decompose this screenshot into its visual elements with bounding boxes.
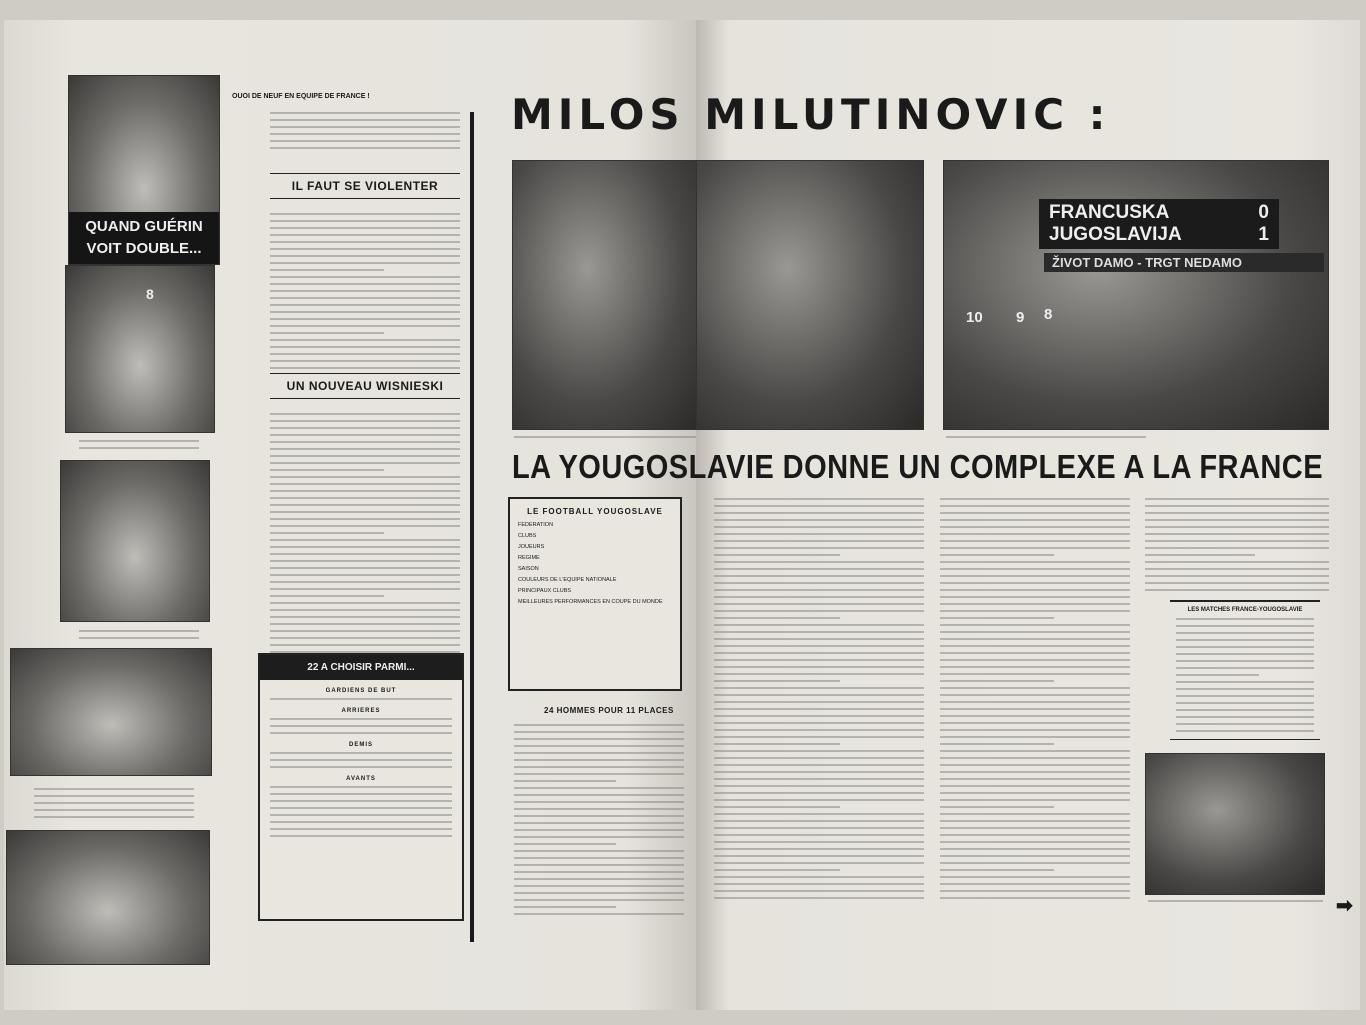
text-line — [270, 574, 460, 576]
continue-arrow-icon[interactable]: ➡ — [1336, 895, 1353, 917]
text-line — [940, 610, 1130, 612]
text-line — [514, 822, 684, 824]
text-line — [514, 808, 684, 810]
text-line — [514, 892, 684, 894]
text-line — [270, 567, 460, 569]
text-line — [714, 575, 924, 577]
text-line — [940, 694, 1130, 696]
text-line — [940, 708, 1130, 710]
text-line — [714, 659, 924, 661]
text-line — [714, 820, 924, 822]
text-line — [270, 644, 460, 646]
text-line — [940, 848, 1130, 850]
text-line — [940, 561, 1130, 563]
text-line — [940, 855, 1130, 857]
text-line — [270, 532, 384, 534]
text-line — [940, 568, 1130, 570]
text-line — [514, 738, 684, 740]
text-line — [1176, 618, 1314, 620]
text-line — [514, 850, 684, 852]
info-label: JOUEURS — [518, 544, 545, 550]
team-photo — [6, 830, 210, 965]
text-line — [270, 434, 460, 436]
text-line — [714, 554, 840, 556]
text-line — [270, 367, 460, 369]
text-line — [940, 526, 1130, 528]
group-heading: AVANTS — [346, 776, 376, 782]
text-line — [270, 420, 460, 422]
info-box — [508, 497, 682, 691]
text-line — [714, 806, 840, 808]
text-line — [514, 913, 684, 915]
text-line — [514, 724, 684, 726]
text-line — [714, 799, 924, 801]
info-label: CLUBS — [518, 533, 537, 539]
text-line — [940, 729, 1130, 731]
text-line — [514, 906, 616, 908]
text-line — [940, 841, 1130, 843]
article-title: MILOS MILUTINOVIC : — [511, 90, 1111, 139]
text-line — [270, 469, 384, 471]
text-line — [940, 687, 1130, 689]
jersey-number: 10 — [966, 309, 983, 326]
text-line — [1176, 709, 1314, 711]
text-line — [714, 638, 924, 640]
text-line — [714, 792, 924, 794]
text-line — [714, 687, 924, 689]
text-line — [714, 883, 924, 885]
text-line — [270, 325, 460, 327]
text-line — [514, 899, 684, 901]
info-box-title: LE FOOTBALL YOUGOSLAVE — [527, 507, 663, 516]
text-line — [1176, 632, 1314, 634]
scoreboard-photo — [943, 160, 1329, 430]
match-photo — [65, 265, 215, 433]
text-line — [940, 603, 1130, 605]
info-label: FEDERATION — [518, 522, 554, 528]
text-line — [1145, 519, 1329, 521]
text-line — [714, 778, 924, 780]
text-line — [714, 757, 924, 759]
box-title: 22 A CHOISIR PARMI... — [260, 655, 462, 680]
text-line — [940, 890, 1130, 892]
text-line — [270, 560, 460, 562]
players-list-box — [258, 653, 464, 921]
text-line — [940, 883, 1130, 885]
text-line — [270, 353, 460, 355]
text-line — [714, 505, 924, 507]
jersey-number: 9 — [1016, 309, 1025, 326]
text-line — [1145, 568, 1329, 570]
players-heading: 24 HOMMES POUR 11 PLACES — [544, 706, 674, 715]
text-line — [940, 827, 1130, 829]
text-line — [714, 540, 924, 542]
text-line — [1176, 695, 1314, 697]
text-line — [940, 575, 1130, 577]
text-line — [514, 885, 684, 887]
text-line — [270, 497, 460, 499]
text-line — [270, 413, 460, 415]
text-line — [940, 652, 1130, 654]
text-line — [714, 631, 924, 633]
text-line — [940, 533, 1130, 535]
group-heading: DEMIS — [348, 742, 373, 748]
text-line — [514, 766, 684, 768]
text-line — [270, 511, 460, 513]
text-line — [714, 897, 924, 899]
text-line — [514, 759, 684, 761]
text-line — [270, 441, 460, 443]
score-1: 0 — [1258, 202, 1269, 223]
jersey-number: 8 — [146, 286, 154, 302]
text-line — [714, 610, 924, 612]
text-line — [270, 476, 460, 478]
text-line — [514, 787, 684, 789]
text-line — [940, 743, 1054, 745]
text-line — [1176, 688, 1314, 690]
text-line — [270, 227, 460, 229]
text-line — [270, 255, 460, 257]
text-line — [940, 869, 1054, 871]
text-line — [714, 771, 924, 773]
photo-overlay-title: QUAND GUÉRIN VOIT DOUBLE... — [69, 212, 219, 264]
column-rule — [470, 112, 474, 942]
text-line — [514, 829, 684, 831]
text-line — [714, 848, 924, 850]
text-line — [940, 631, 1130, 633]
text-line — [1176, 646, 1314, 648]
text-line — [270, 248, 460, 250]
match-photo-right-half — [696, 160, 924, 430]
text-line — [940, 750, 1130, 752]
night-match-photo — [1145, 753, 1325, 895]
text-line — [940, 554, 1054, 556]
text-line — [270, 304, 460, 306]
text-line — [1145, 540, 1329, 542]
text-line — [940, 512, 1130, 514]
text-line — [1145, 512, 1329, 514]
text-line — [1176, 723, 1314, 725]
text-line — [270, 297, 460, 299]
text-line — [514, 836, 684, 838]
text-line — [270, 455, 460, 457]
section-heading: IL FAUT SE VIOLENTER — [270, 173, 460, 199]
training-photo — [60, 460, 210, 622]
text-line — [714, 680, 840, 682]
text-line — [940, 771, 1130, 773]
text-line — [940, 813, 1130, 815]
text-line — [940, 498, 1130, 500]
text-line — [1145, 533, 1329, 535]
text-line — [514, 773, 684, 775]
info-label: COULEURS DE L'EQUIPE NATIONALE — [518, 577, 617, 583]
text-line — [940, 897, 1130, 899]
text-line — [940, 799, 1130, 801]
text-line — [270, 318, 460, 320]
text-line — [714, 624, 924, 626]
text-line — [940, 757, 1130, 759]
text-line — [514, 780, 616, 782]
text-line — [940, 701, 1130, 703]
text-line — [270, 623, 460, 625]
text-line — [714, 855, 924, 857]
text-line — [714, 673, 924, 675]
text-line — [270, 546, 460, 548]
text-line — [270, 427, 460, 429]
text-line — [940, 659, 1130, 661]
text-line — [514, 731, 684, 733]
text-line — [940, 680, 1054, 682]
text-line — [1145, 589, 1329, 591]
text-line — [714, 722, 924, 724]
info-label: MEILLEURES PERFORMANCES EN COUPE DU MONDE — [518, 599, 663, 605]
text-line — [270, 220, 460, 222]
text-line — [714, 526, 924, 528]
text-line — [1145, 575, 1329, 577]
text-line — [514, 752, 684, 754]
text-line — [270, 616, 460, 618]
matches-table — [1170, 600, 1320, 740]
text-line — [714, 603, 924, 605]
jersey-number: 8 — [1044, 306, 1053, 323]
text-line — [270, 448, 460, 450]
text-line — [270, 504, 460, 506]
text-line — [270, 609, 460, 611]
text-line — [940, 876, 1130, 878]
text-line — [714, 743, 840, 745]
text-line — [270, 360, 460, 362]
text-line — [714, 568, 924, 570]
scoreboard-motto: ŽIVOT DAMO - TRGT NEDAMO — [1044, 253, 1324, 272]
info-label: REGIME — [518, 555, 540, 561]
text-line — [1145, 547, 1329, 549]
text-line — [270, 553, 460, 555]
text-line — [940, 673, 1130, 675]
text-line — [714, 617, 840, 619]
text-line — [1145, 526, 1329, 528]
text-line — [1145, 505, 1329, 507]
text-line — [270, 518, 460, 520]
text-line — [1176, 730, 1314, 732]
text-line — [270, 213, 460, 215]
text-line — [714, 834, 924, 836]
text-line — [714, 869, 840, 871]
text-line — [714, 841, 924, 843]
text-line — [270, 490, 460, 492]
text-line — [270, 483, 460, 485]
text-line — [270, 462, 460, 464]
text-line — [1145, 498, 1329, 500]
text-line — [514, 794, 684, 796]
text-line — [514, 878, 684, 880]
text-line — [270, 346, 460, 348]
text-line — [940, 785, 1130, 787]
team-2: JUGOSLAVIJA — [1049, 224, 1182, 245]
text-line — [270, 339, 460, 341]
text-line — [714, 876, 924, 878]
text-line — [270, 602, 460, 604]
text-line — [940, 547, 1130, 549]
info-label: SAISON — [518, 566, 539, 572]
text-line — [1176, 667, 1314, 669]
text-line — [514, 801, 684, 803]
text-line — [714, 561, 924, 563]
text-line — [1145, 554, 1255, 556]
text-line — [1176, 639, 1314, 641]
text-line — [714, 729, 924, 731]
text-line — [714, 519, 924, 521]
text-line — [940, 638, 1130, 640]
text-line — [940, 666, 1130, 668]
text-line — [270, 525, 460, 527]
text-line — [270, 595, 384, 597]
text-line — [270, 581, 460, 583]
text-line — [270, 539, 460, 541]
text-line — [514, 815, 684, 817]
text-line — [714, 547, 924, 549]
text-line — [1176, 653, 1314, 655]
text-line — [1176, 625, 1314, 627]
text-line — [270, 262, 460, 264]
text-line — [1176, 660, 1314, 662]
text-line — [270, 311, 460, 313]
text-line — [1176, 702, 1314, 704]
text-line — [714, 498, 924, 500]
text-line — [940, 806, 1054, 808]
text-line — [714, 785, 924, 787]
text-line — [940, 589, 1130, 591]
text-line — [514, 745, 684, 747]
text-line — [940, 764, 1130, 766]
text-line — [714, 652, 924, 654]
text-line — [940, 820, 1130, 822]
text-line — [714, 645, 924, 647]
text-line — [940, 736, 1130, 738]
group-heading: ARRIERES — [341, 708, 381, 714]
text-line — [714, 596, 924, 598]
text-line — [1145, 561, 1329, 563]
text-line — [1176, 716, 1314, 718]
text-line — [940, 519, 1130, 521]
text-line — [1176, 681, 1314, 683]
text-line — [940, 540, 1130, 542]
text-line — [940, 778, 1130, 780]
text-line — [940, 617, 1054, 619]
text-line — [940, 792, 1130, 794]
text-line — [514, 864, 684, 866]
text-line — [714, 694, 924, 696]
text-line — [714, 736, 924, 738]
group-heading: GARDIENS DE BUT — [325, 688, 397, 694]
text-line — [1176, 674, 1259, 676]
text-line — [714, 764, 924, 766]
text-line — [714, 813, 924, 815]
text-line — [714, 666, 924, 668]
text-line — [270, 241, 460, 243]
text-line — [714, 862, 924, 864]
section-heading: UN NOUVEAU WISNIESKI — [270, 373, 460, 399]
text-line — [270, 290, 460, 292]
right-page — [696, 20, 1360, 1010]
text-line — [270, 332, 384, 334]
text-line — [940, 834, 1130, 836]
text-line — [940, 596, 1130, 598]
left-page — [4, 20, 696, 1010]
text-line — [714, 715, 924, 717]
text-line — [270, 588, 460, 590]
scoreboard — [1039, 199, 1279, 249]
text-line — [714, 589, 924, 591]
text-line — [270, 276, 460, 278]
score-2: 1 — [1258, 224, 1269, 245]
text-line — [940, 624, 1130, 626]
text-line — [514, 857, 684, 859]
text-line — [714, 701, 924, 703]
headline: LA YOUGOSLAVIE DONNE UN COMPLEXE A LA FRANCE — [512, 448, 1324, 485]
text-line — [940, 862, 1130, 864]
text-line — [714, 533, 924, 535]
text-line — [714, 750, 924, 752]
text-line — [514, 871, 684, 873]
text-line — [1145, 582, 1329, 584]
text-line — [270, 283, 460, 285]
match-photo — [10, 648, 212, 776]
text-line — [714, 827, 924, 829]
text-line — [940, 722, 1130, 724]
match-photo-left — [512, 160, 700, 430]
text-line — [714, 708, 924, 710]
text-line — [714, 890, 924, 892]
text-line — [714, 582, 924, 584]
guerin-portrait-photo — [68, 75, 220, 265]
text-line — [270, 630, 460, 632]
text-line — [270, 269, 384, 271]
team-1: FRANCUSKA — [1049, 202, 1170, 223]
kicker: OUOI DE NEUF EN EQUIPE DE FRANCE ! — [232, 93, 370, 100]
text-line — [940, 582, 1130, 584]
table-title: LES MATCHES FRANCE-YOUGOSLAVIE — [1187, 607, 1303, 613]
text-line — [940, 645, 1130, 647]
text-line — [514, 843, 616, 845]
text-line — [270, 637, 460, 639]
text-line — [940, 505, 1130, 507]
text-line — [270, 234, 460, 236]
text-line — [940, 715, 1130, 717]
text-line — [714, 512, 924, 514]
info-label: PRINCIPAUX CLUBS — [518, 588, 572, 594]
